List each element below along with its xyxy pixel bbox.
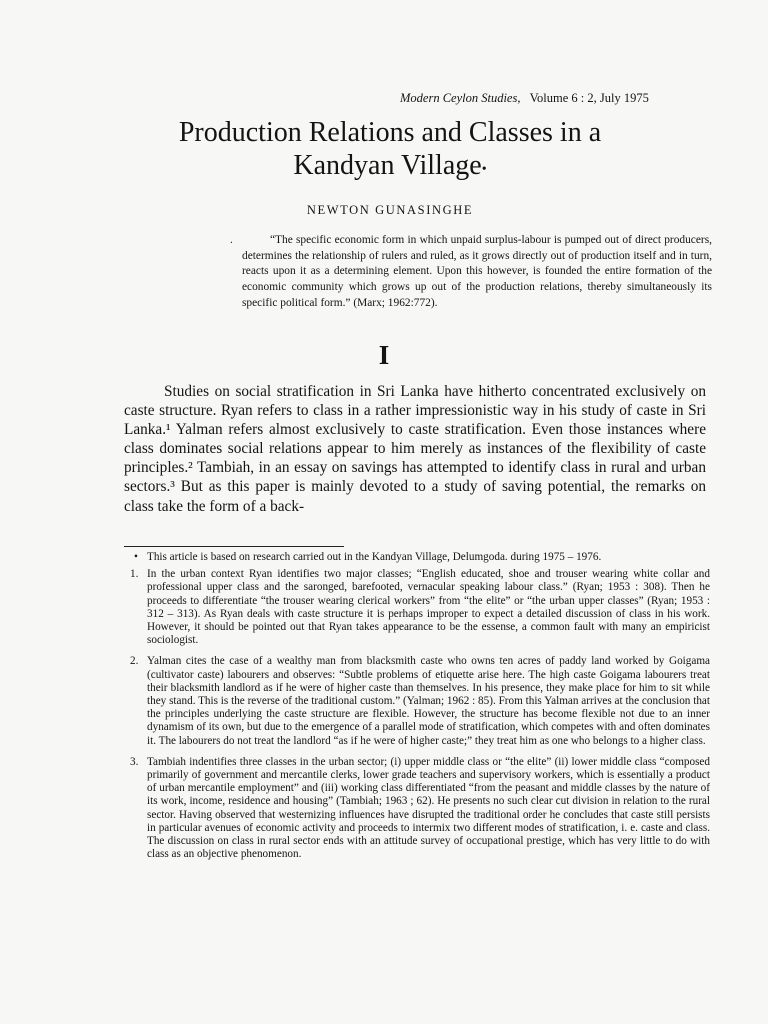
- footnote-marker: •: [134, 551, 138, 563]
- footnote-text: This article is based on research carried out in the Kandyan Village, Delumgoda. during 1975 – 1976.: [147, 551, 602, 563]
- footnote-text: Tambiah indentifies three classes in the urban sector; (i) upper middle class or “the elite” (ii) lower middle class “composed primarily of government and mercantile clerks, lower grade teachers and supervisory workers, which is essentially a product of urban mercantile employment” and (iii) working class differentiated “from the peasant and middle classes by the nature of its work, income, residence and housing” (Tambiah; 1963 ; 62). He presents no such clear cut division in relation to the rural sector. Having observed that westernizing influences have disrupted the traditional order he concludes that caste still persists in particular avenues of economic activity and proceeds to intermix two different modes of stratification, i. e. caste and class. The discussion on class in rural sector ends with an attitude survey of occupational prestige, which has very little to do with class as an objective phenomenon.: [147, 755, 710, 861]
- title-footnote-mark: •: [481, 162, 487, 177]
- footnote-rule: [124, 546, 344, 547]
- title-line-1: Production Relations and Classes in a: [178, 117, 602, 148]
- running-head: [400, 91, 720, 106]
- footnotes: [130, 551, 710, 869]
- article-title: [100, 116, 680, 182]
- epigraph-bullet: .: [230, 234, 233, 246]
- epigraph: [230, 233, 712, 312]
- volume-info: Volume 6 : 2, July 1975: [529, 91, 649, 105]
- author-name: NEWTON GUNASINGHE: [306, 203, 474, 217]
- footnote-1: [130, 568, 710, 647]
- section-numeral: I: [378, 340, 390, 370]
- footnote-3: [130, 756, 710, 862]
- body-paragraph-text: Studies on social stratification in Sri Lanka have hitherto concentrated exclusively on caste structure. Ryan refers to class in a rather impressionistic way in his study of caste in Sri Lanka.¹ Yalman refers almost exclusively to caste stratification. Even those instances where class dominates social relations appear to him merely as instances of the flexibility of caste principles.² Tambiah, in an essay on savings has attempted to identify class in rural and urban sectors.³ But as this paper is mainly devoted to a study of saving potential, the remarks on class take the form of a back-: [124, 383, 706, 515]
- title-line-2: Kandyan Village: [293, 150, 482, 181]
- footnote-star: [130, 551, 710, 564]
- footnote-marker: 2.: [130, 655, 139, 668]
- footnote-marker: 1.: [130, 568, 139, 581]
- body-paragraph: [124, 382, 706, 516]
- footnote-2: [130, 655, 710, 747]
- footnote-text: In the urban context Ryan identifies two major classes; “English educated, shoe and trouser wearing white collar and professional upper class and the saronged, barefooted, vernacular speaking labour class.” (Ryan; 1953 : 308). Then he proceeds to differentiate “the trouser wearing clerical workers” from “the elite” or “the urban upper classes” (Ryan; 1953 : 312 – 313). As Ryan deals with caste structure it is perhaps improper to expect a detailed discussion of class in his work. However, it should be pointed out that Ryan takes appearance to be the essense, a common fault with many an empiricist sociologist.: [147, 568, 710, 647]
- epigraph-text: “The specific economic form in which unpaid surplus-labour is pumped out of direct producers, determines the relationship of rulers and ruled, as it grows directly out of production itself and in turn, reacts upon it as a determining element. Upon this however, is founded the entire formation of the economic community which grows up out of the production relations, thereby simultaneously its specific political form.” (Marx; 1962:772).: [242, 234, 712, 309]
- footnote-marker: 3.: [130, 755, 139, 768]
- journal-name: Modern Ceylon Studies,: [400, 91, 521, 105]
- footnote-text: Yalman cites the case of a wealthy man from blacksmith caste who owns ten acres of paddy land worked by Goigama (cultivator caste) labourers and observes: “Subtle problems of etiquette arise here. The high caste Goigama labourers treat their blacksmith landlord as if he were of higher caste than themselves. In his presence, they make place for him to sit while they stand. This is the reverse of the traditional custom.” (Yalman; 1962 : 85). From this Yalman arrives at the conclusion that the principles underlying the caste structure are flexible. However, the structure has become flexible not due to an inner dynamism of its own, but due to the emergence of a parallel mode of stratification, which competes with and often dominates it. The labourers do not treat the landlord “as if he were of higher caste;” they treat him as one who belongs to a higher class.: [147, 655, 710, 747]
